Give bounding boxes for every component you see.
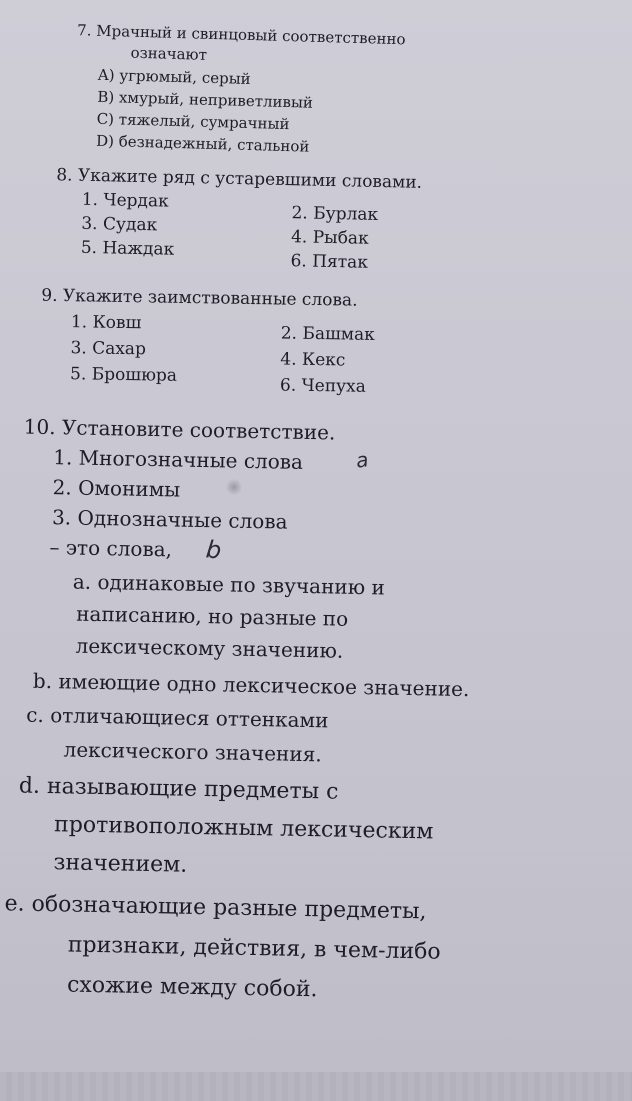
question-8-word-2: 2. Бурлак bbox=[291, 203, 379, 225]
pencil-smudge bbox=[226, 478, 242, 496]
question-9-word-4: 4. Кекс bbox=[280, 349, 346, 371]
question-7-stem-line2: означают bbox=[130, 43, 208, 64]
question-9-word-3: 3. Сахар bbox=[70, 338, 147, 360]
question-10-item-3: 3. Однозначные слова bbox=[51, 505, 288, 534]
answer-e-line3: схожие между собой. bbox=[66, 972, 318, 1003]
question-10-stem: 10. Установите соответствие. bbox=[23, 414, 336, 445]
question-9-word-5: 5. Брошюра bbox=[69, 364, 178, 386]
answer-d-line1: d. называющие предметы с bbox=[18, 773, 339, 805]
question-8-word-5: 5. Наждак bbox=[80, 237, 175, 260]
answer-a-line3: лексическому значению. bbox=[75, 633, 344, 663]
answer-d-line3: значением. bbox=[53, 850, 188, 878]
question-7-option-b: B) хмурый, неприветливый bbox=[97, 87, 314, 112]
question-9-stem: 9. Укажите заимствованные слова. bbox=[41, 285, 358, 311]
answer-a-line2: написанию, но разные по bbox=[76, 601, 349, 631]
question-8-word-6: 6. Пятак bbox=[290, 251, 369, 273]
question-8-word-1: 1. Чердак bbox=[81, 189, 169, 212]
question-9-word-2: 2. Башмак bbox=[280, 323, 375, 345]
handwritten-mark-b: b bbox=[204, 535, 223, 565]
answer-c-line1: c. отличающиеся оттенками bbox=[26, 702, 329, 733]
question-7-option-a: A) угрюмый, серый bbox=[97, 65, 251, 89]
question-7-stem-line1: 7. Мрачный и свинцовый соответственно bbox=[76, 21, 406, 49]
question-10-item-1: 1. Многозначные слова bbox=[53, 445, 304, 474]
answer-a-line1: a. одинаковые по звучанию и bbox=[72, 569, 386, 600]
question-7-option-d: D) безнадежный, стальной bbox=[95, 131, 310, 156]
question-10-item-2: 2. Омонимы bbox=[52, 475, 181, 502]
question-8-word-4: 4. Рыбак bbox=[290, 227, 369, 249]
question-9-word-6: 6. Чепуха bbox=[279, 375, 367, 397]
question-7 bbox=[0, 0, 632, 156]
answer-b-line1: b. имеющие одно лексическое значение. bbox=[32, 668, 470, 702]
handwritten-mark-a: а bbox=[354, 447, 370, 473]
question-9-word-1: 1. Ковш bbox=[70, 312, 142, 334]
question-8-word-3: 3. Судак bbox=[81, 213, 158, 236]
answer-d-line2: противоположным лексическим bbox=[53, 812, 434, 845]
answer-e-line2: признаки, действия, в чем-либо bbox=[67, 932, 441, 965]
next-page-edge bbox=[0, 1072, 632, 1101]
answer-e-line1: e. обозначающие разные предметы, bbox=[4, 891, 427, 925]
question-7-option-c: C) тяжелый, сумрачный bbox=[96, 109, 290, 134]
answer-c-line2: лексического значения. bbox=[63, 737, 322, 767]
question-10-lead: – это слова, bbox=[49, 535, 173, 562]
question-8-stem: 8. Укажите ряд с устаревшими словами. bbox=[56, 165, 423, 193]
